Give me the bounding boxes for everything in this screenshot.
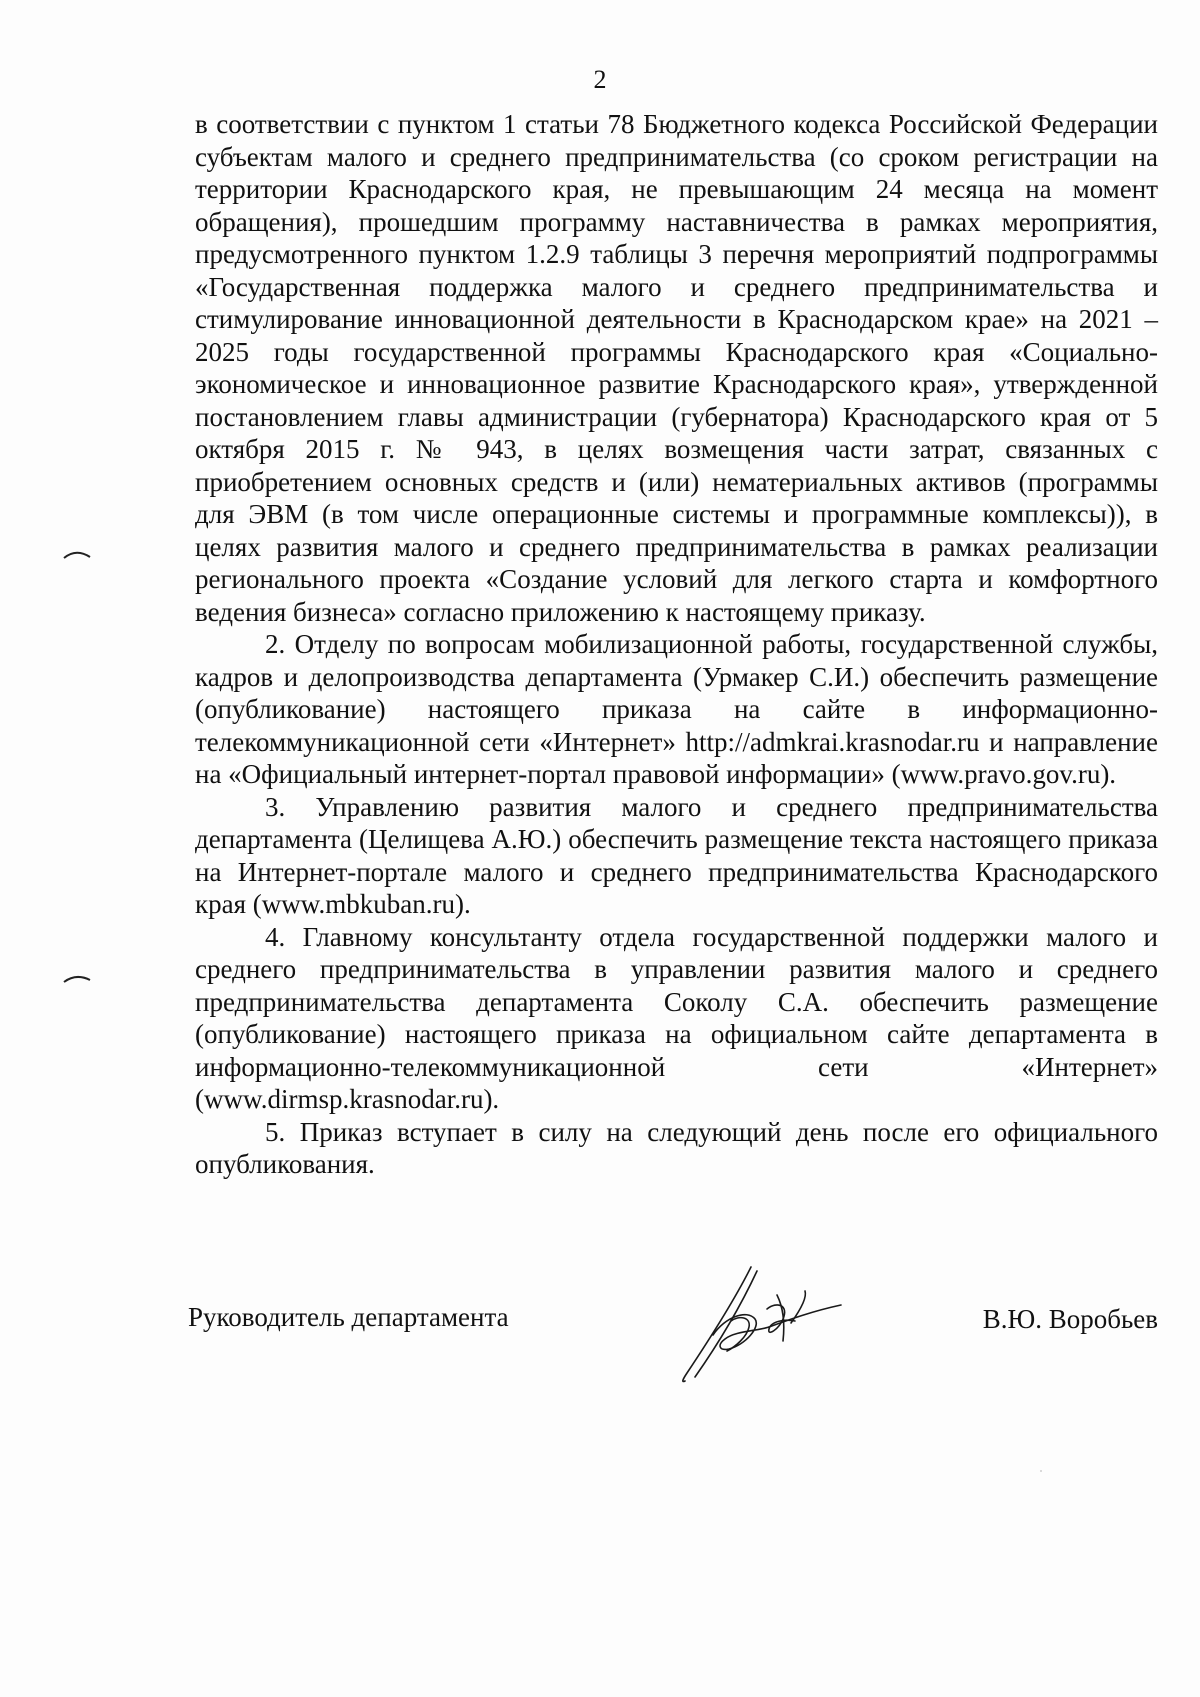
page-number: 2 bbox=[593, 65, 607, 94]
signatory-name: В.Ю. Воробьев bbox=[982, 1304, 1158, 1334]
document-body bbox=[195, 108, 1158, 1181]
paragraph-1: в соответствии с пунктом 1 статьи 78 Бюджетного кодекса Российской Федерации субъектам малого и среднего предпринимательства (со сроком регистрации на территории Краснодарского края, не превышающим 24 месяца на момент обращения), прошедшим программу наставничества в рамках мероприятия, предусмотренного пунктом 1.2.9 таблицы 3 перечня мероприятий подпрограммы «Государственная поддержка малого и среднего предпринимательства и стимулирование инновационной деятельности в Краснодарском крае» на 2021 – 2025 годы государственной программы Краснодарского края «Социально-экономическое и инновационное развитие Краснодарского края», утвержденной постановлением главы администрации (губернатора) Краснодарского края от 5 октября 2015 г. № 943, в целях возмещения части затрат, связанных с приобретением основных средств и (или) нематериальных активов (программы для ЭВМ (в том числе операционные системы и программные комплексы)), в целях развития малого и среднего предпринимательства в рамках реализации регионального проекта «Создание условий для легкого старта и комфортного ведения бизнеса» согласно приложению к настоящему приказу. bbox=[195, 109, 1158, 627]
paragraph-2: 2. Отделу по вопросам мобилизационной работы, государственной службы, кадров и делопроизводства департамента (Урмакер С.И.) обеспечить размещение (опубликование) настоящего приказа на сайте в информационно-телекоммуникационной сети «Интернет» http://admkrai.krasnodar.ru и направление на «Официальный интернет-портал правовой информации» (www.pravo.gov.ru). bbox=[195, 629, 1158, 789]
handwritten-signature bbox=[673, 1261, 843, 1386]
paragraph-3: 3. Управлению развития малого и среднего предпринимательства департамента (Целищева А.Ю.) обеспечить размещение текста настоящего приказа на Интернет-портале малого и среднего предпринимательства Краснодарского края (www.mbkuban.ru). bbox=[195, 791, 1158, 919]
punch-hole-mark bbox=[62, 972, 92, 984]
signatory-position: Руководитель департамента bbox=[188, 1302, 509, 1332]
paragraph-5: 5. Приказ вступает в силу на следующий день после его официального опубликования. bbox=[195, 1116, 1158, 1179]
punch-hole-mark bbox=[62, 548, 92, 560]
signature-block bbox=[188, 1263, 1158, 1383]
paragraph-4: 4. Главному консультанту отдела государственной поддержки малого и среднего предпринимательства в управлении развития малого и среднего предпринимательства департамента Соколу С.А. обеспечить размещение (опубликование) настоящего приказа на официальном сайте департамента в информационно-телекоммуникационной сети «Интернет» (www.dirmsp.krasnodar.ru). bbox=[195, 921, 1158, 1114]
scan-artifact bbox=[1040, 1470, 1042, 1472]
